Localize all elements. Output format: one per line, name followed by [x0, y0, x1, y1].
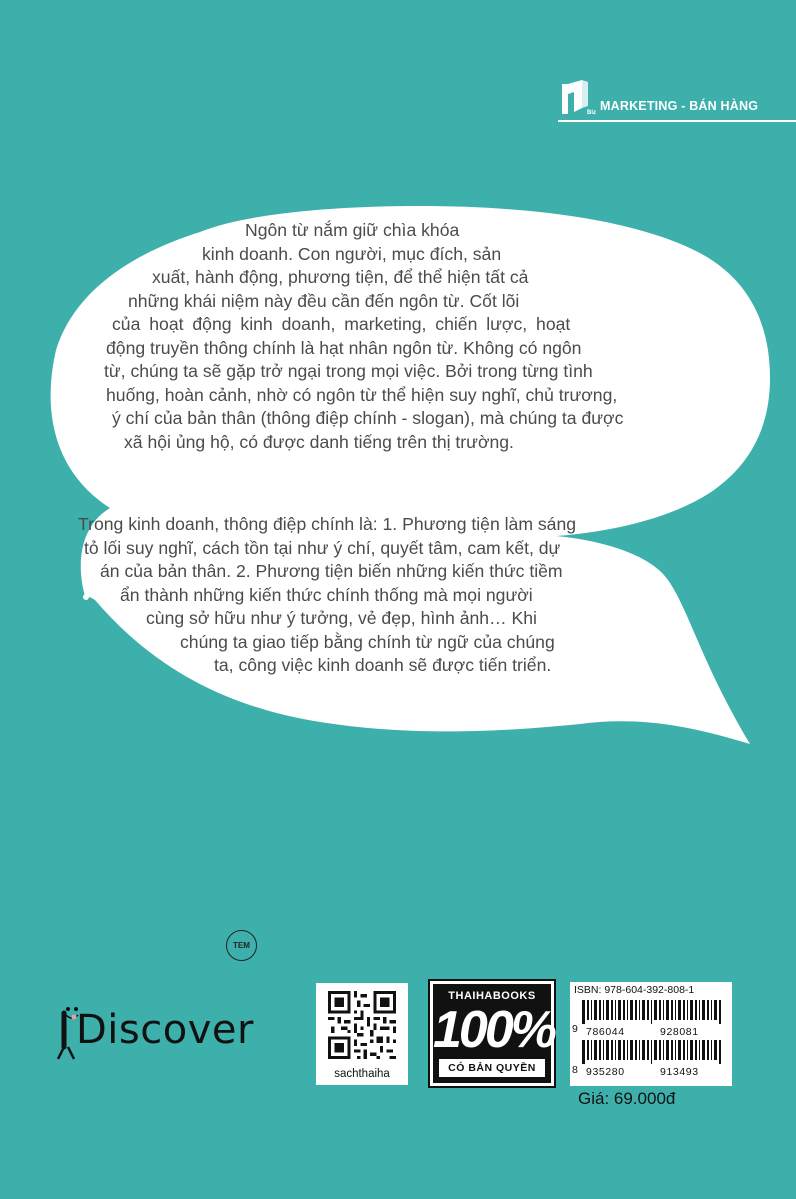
- barcode-price: [580, 1040, 724, 1064]
- barcode-bar: [690, 1040, 693, 1060]
- barcode-bar: [623, 1040, 625, 1060]
- barcode-bar: [675, 1000, 676, 1020]
- qr-code-icon: [328, 991, 396, 1059]
- barcode-bar: [690, 1000, 693, 1020]
- barcode-bar: [678, 1040, 681, 1060]
- text-line: tỏ lối suy nghĩ, cách tồn tại như ý chí, quyết tâm, cam kết, dự: [84, 537, 561, 558]
- text-line: ta, công việc kinh doanh sẽ được tiến triển.: [214, 655, 552, 675]
- publisher-name: Discover: [76, 1007, 254, 1053]
- barcode-bar: [606, 1000, 609, 1020]
- barcode-bar: [618, 1040, 621, 1060]
- barcode-bar: [714, 1000, 717, 1020]
- license-badge: [430, 981, 554, 1086]
- barcode-bar: [606, 1040, 609, 1060]
- barcode-bar: [707, 1000, 709, 1020]
- barcode-bar: [615, 1040, 616, 1060]
- barcode-bar: [594, 1040, 597, 1060]
- barcode-bar: [647, 1040, 649, 1060]
- text-line: kinh doanh. Con người, mục đích, sản: [202, 243, 502, 264]
- text-line: của hoạt động kinh doanh, marketing, chiến lược, hoạt: [112, 314, 571, 334]
- text-line: huống, hoàn cảnh, nhờ có ngôn từ thể hiện suy nghĩ, chủ trương,: [106, 384, 618, 405]
- barcode-bar: [654, 1040, 657, 1060]
- barcode-bar: [683, 1040, 685, 1060]
- text-line: cùng sở hữu như ý tưởng, vẻ đẹp, hình ảnh… Khi: [146, 608, 537, 628]
- barcode-bar: [591, 1040, 592, 1060]
- barcode-bar: [711, 1040, 712, 1060]
- barcode-bar: [651, 1000, 652, 1024]
- barcode-bar: [639, 1040, 640, 1060]
- text-line: xã hội ủng hộ, có được danh tiếng trên thị trường.: [124, 431, 514, 452]
- barcode-bar: [627, 1000, 628, 1020]
- barcode-bar: [630, 1040, 633, 1060]
- barcode-bar: [714, 1040, 717, 1060]
- text-line: Ngôn từ nắm giữ chìa khóa: [245, 220, 460, 240]
- barcode-bar: [623, 1000, 625, 1020]
- barcode-bar: [603, 1000, 604, 1020]
- barcode-bar: [687, 1040, 688, 1060]
- category-label: MARKETING - BÁN HÀNG: [600, 99, 759, 113]
- barcode-bar: [675, 1040, 676, 1060]
- text-line: ẩn thành những kiến thức chính thống mà mọi người: [120, 584, 533, 605]
- barcode1-right: 928081: [660, 1026, 699, 1038]
- barcode-bar: [719, 1000, 721, 1024]
- barcode-bar: [683, 1000, 685, 1020]
- barcode-bar: [618, 1000, 621, 1020]
- barcode2-first: 8: [572, 1064, 579, 1076]
- barcode2-left: 935280: [586, 1066, 625, 1078]
- barcode-bar: [707, 1040, 709, 1060]
- barcode-bar: [719, 1040, 721, 1064]
- barcode-bar: [587, 1000, 589, 1020]
- qr-code-box: [316, 983, 408, 1085]
- barcode-bar: [639, 1000, 640, 1020]
- barcode-bar: [611, 1040, 613, 1060]
- barcode-bar: [582, 1000, 585, 1024]
- license-brand: THAIHABOOKS: [448, 990, 536, 1002]
- barcode-bar: [663, 1040, 664, 1060]
- qr-caption: sachthaiha: [334, 1068, 390, 1080]
- text-line: ý chí của bản thân (thông điệp chính - slogan), mà chúng ta được: [112, 408, 624, 428]
- barcode-bar: [659, 1040, 661, 1060]
- barcode-bar: [678, 1000, 681, 1020]
- barcode-bar: [702, 1040, 705, 1060]
- license-note: CÓ BẢN QUYỀN: [439, 1059, 545, 1077]
- intro-paragraph: [0, 219, 796, 454]
- barcode-bar: [671, 1040, 673, 1060]
- svg-text:Biz: Biz: [587, 110, 596, 116]
- barcode-bar: [630, 1000, 633, 1020]
- barcode-bar: [591, 1000, 592, 1020]
- barcode-bar: [699, 1040, 700, 1060]
- barcode-bar: [663, 1000, 664, 1020]
- price-label: Giá: 69.000đ: [578, 1089, 676, 1108]
- barcode-bar: [635, 1000, 637, 1020]
- barcode-bar: [587, 1040, 589, 1060]
- barcode-bar: [666, 1040, 669, 1060]
- isbn-text: ISBN: 978-604-392-808-1: [574, 984, 695, 996]
- barcode-bar: [615, 1000, 616, 1020]
- barcode-bar: [699, 1000, 700, 1020]
- barcode-bar: [651, 1040, 652, 1064]
- barcode-bar: [603, 1040, 604, 1060]
- barcode-bar: [654, 1000, 657, 1020]
- text-line: những khái niệm này đều cần đến ngôn từ. Cốt lõi: [128, 290, 520, 311]
- barcode-bar: [642, 1040, 645, 1060]
- barcode-bar: [671, 1000, 673, 1020]
- barcode1-first: 9: [572, 1023, 579, 1035]
- barcode-bar: [599, 1040, 601, 1060]
- barcode-bar: [627, 1040, 628, 1060]
- barcode2-right: 913493: [660, 1066, 699, 1078]
- text-line: từ, chúng ta sẽ gặp trở ngại trong mọi việc. Bởi trong từng tình: [104, 361, 593, 381]
- barcode-bar: [687, 1000, 688, 1020]
- barcode-bar: [711, 1000, 712, 1020]
- barcode-bar: [647, 1000, 649, 1020]
- discover-logo: [54, 1003, 254, 1063]
- barcode-bar: [599, 1000, 601, 1020]
- barcode-bar: [702, 1000, 705, 1020]
- barcode-bar: [695, 1040, 697, 1060]
- text-line: chúng ta giao tiếp bằng chính từ ngữ của chúng: [180, 631, 555, 652]
- barcode-bar: [642, 1000, 645, 1020]
- text-line: xuất, hành động, phương tiện, để thể hiện tất cả: [152, 267, 529, 287]
- message-paragraph: [0, 513, 796, 678]
- text-line: động truyền thông chính là hạt nhân ngôn từ. Không có ngôn: [106, 337, 582, 358]
- barcode1-left: 786044: [586, 1026, 625, 1038]
- barcode-bar: [695, 1000, 697, 1020]
- barcode-isbn: [580, 1000, 724, 1024]
- barcode-bar: [659, 1000, 661, 1020]
- text-line: án của bản thân. 2. Phương tiện biến những kiến thức tiềm: [100, 561, 563, 581]
- license-percent: 100%: [433, 1001, 554, 1059]
- barcode-bar: [635, 1040, 637, 1060]
- text-line: Trong kinh doanh, thông điệp chính là: 1. Phương tiện làm sáng: [78, 514, 577, 534]
- barcode-bar: [582, 1040, 585, 1064]
- barcode-bar: [594, 1000, 597, 1020]
- barcode-bar: [666, 1000, 669, 1020]
- barcode-bar: [611, 1000, 613, 1020]
- tem-stamp: TEM: [226, 930, 257, 961]
